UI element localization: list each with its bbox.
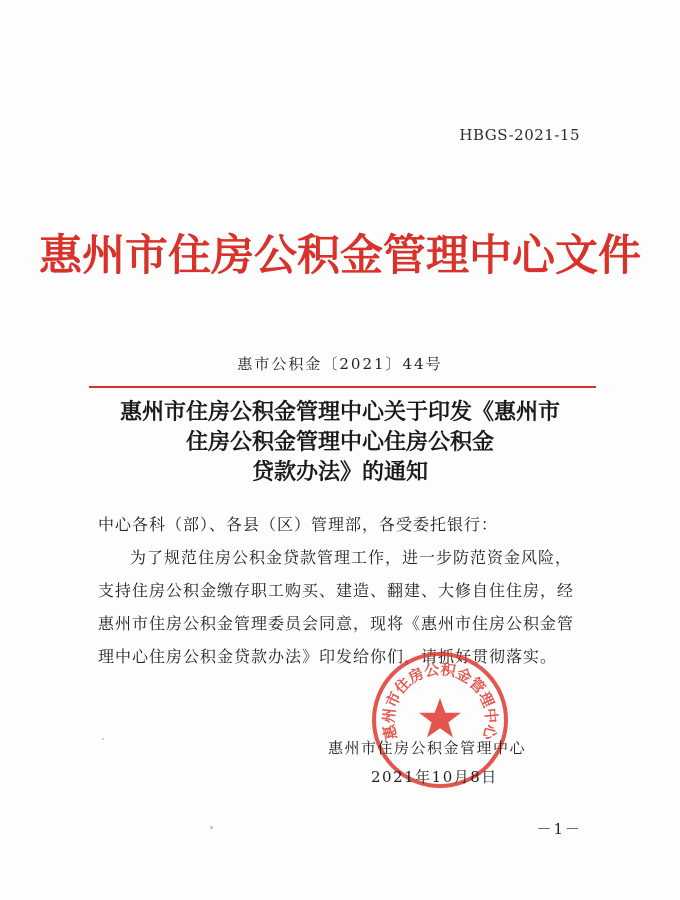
document-code: HBGS-2021-15 <box>459 126 580 144</box>
page-number: －1－ <box>536 820 582 838</box>
body-paragraph: 为了规范住房公积金贷款管理工作，进一步防范资金风险，支持住房公积金缴存职工购买、建造、翻建、大修自住住房，经惠州市住房公积金管理委员会同意，现将《惠州市住房公积金管理中心住房公积金贷款办法》印发给你们，请抓好贯彻落实。 <box>98 548 575 666</box>
signature-organization: 惠州市住房公积金管理中心 <box>328 739 527 757</box>
seal-text: 惠州市住房公积金管理中心 <box>379 660 501 742</box>
scan-speck <box>102 738 104 740</box>
salutation: 中心各科（部）、各县（区）管理部，各受委托银行： <box>98 515 499 534</box>
notice-title <box>0 398 680 488</box>
red-divider-line <box>89 386 596 388</box>
document-number: 惠市公积金〔2021〕44号 <box>237 355 443 373</box>
issuer-title: 惠州市住房公积金管理中心文件 <box>39 231 641 281</box>
notice-title-line-2: 住房公积金管理中心住房公积金 <box>185 430 494 455</box>
notice-body <box>98 508 584 673</box>
signature-date: 2021年10月8日 <box>371 768 498 786</box>
notice-title-line-3: 贷款办法》的通知 <box>251 460 428 485</box>
scan-speck <box>210 826 213 829</box>
notice-title-line-1: 惠州市住房公积金管理中心关于印发《惠州市 <box>119 400 560 425</box>
star-icon <box>419 698 461 738</box>
